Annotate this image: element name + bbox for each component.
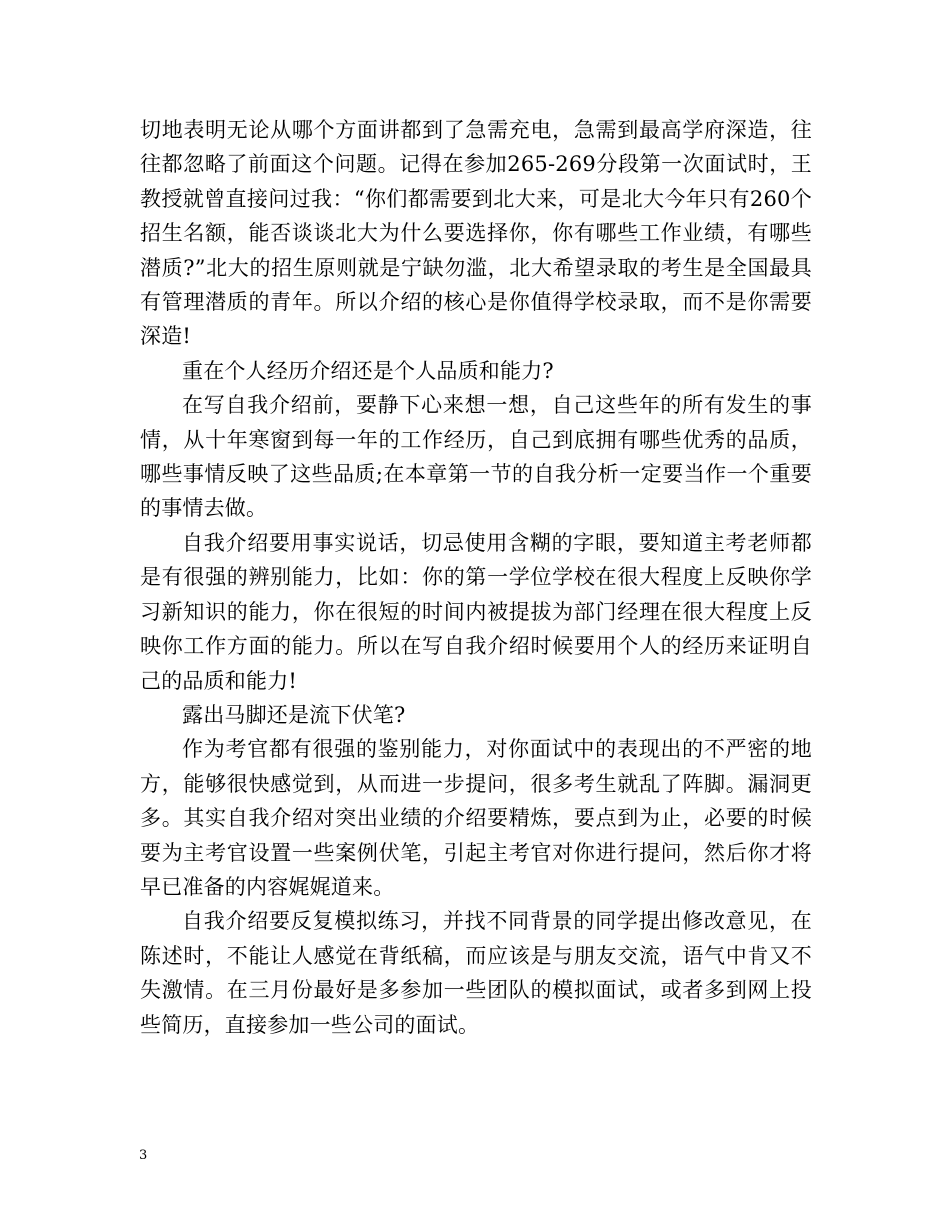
paragraph-practice: 自我介绍要反复模拟练习，并找不同背景的同学提出修改意见，在陈述时，不能让人感觉在背纸稿，而应该是与朋友交流，语气中肯又不失激情。在三月份最好是多参加一些团队的模拟面试，或者多到网上投些简历，直接参加一些公司的面试。 bbox=[140, 909, 812, 1037]
section-heading-experience-vs-qualities: 重在个人经历介绍还是个人品质和能力? bbox=[182, 358, 554, 383]
body-text bbox=[140, 113, 812, 1042]
section-heading-foreshadowing: 露出马脚还是流下伏笔? bbox=[182, 702, 406, 727]
page-number: 3 bbox=[139, 1148, 148, 1163]
paragraph-use-facts: 自我介绍要用事实说话，切忌使用含糊的字眼，要知道主考老师都是有很强的辨别能力，比如：你的第一学位学校在很大程度上反映你学习新知识的能力，你在很短的时间内被提拔为部门经理在很大程度上反映你工作方面的能力。所以在写自我介绍时候要用个人的经历来证明自己的品质和能力! bbox=[140, 530, 812, 693]
paragraph-continuation: 切地表明无论从哪个方面讲都到了急需充电，急需到最高学府深造，往往都忽略了前面这个问题。记得在参加265-269分段第一次面试时，王教授就曾直接问过我：“你们都需要到北大来，可是北大今年只有260个招生名额，能否谈谈北大为什么要选择你，你有哪些工作业绩，有哪些潜质?”北大的招生原则就是宁缺勿滥，北大希望录取的考生是全国最具有管理潜质的青年。所以介绍的核心是你值得学校录取，而不是你需要深造! bbox=[140, 118, 812, 349]
paragraph-self-reflection: 在写自我介绍前，要静下心来想一想，自己这些年的所有发生的事情，从十年寒窗到每一年的工作经历，自己到底拥有哪些优秀的品质，哪些事情反映了这些品质;在本章第一节的自我分析一定要当作一个重要的事情去做。 bbox=[140, 393, 812, 521]
paragraph-examiner-insight: 作为考官都有很强的鉴别能力，对你面试中的表现出的不严密的地方，能够很快感觉到，从而进一步提问，很多考生就乱了阵脚。漏洞更多。其实自我介绍对突出业绩的介绍要精炼，要点到为止，必要的时候要为主考官设置一些案例伏笔，引起主考官对你进行提问，然后你才将早已准备的内容娓娓道来。 bbox=[140, 737, 812, 899]
